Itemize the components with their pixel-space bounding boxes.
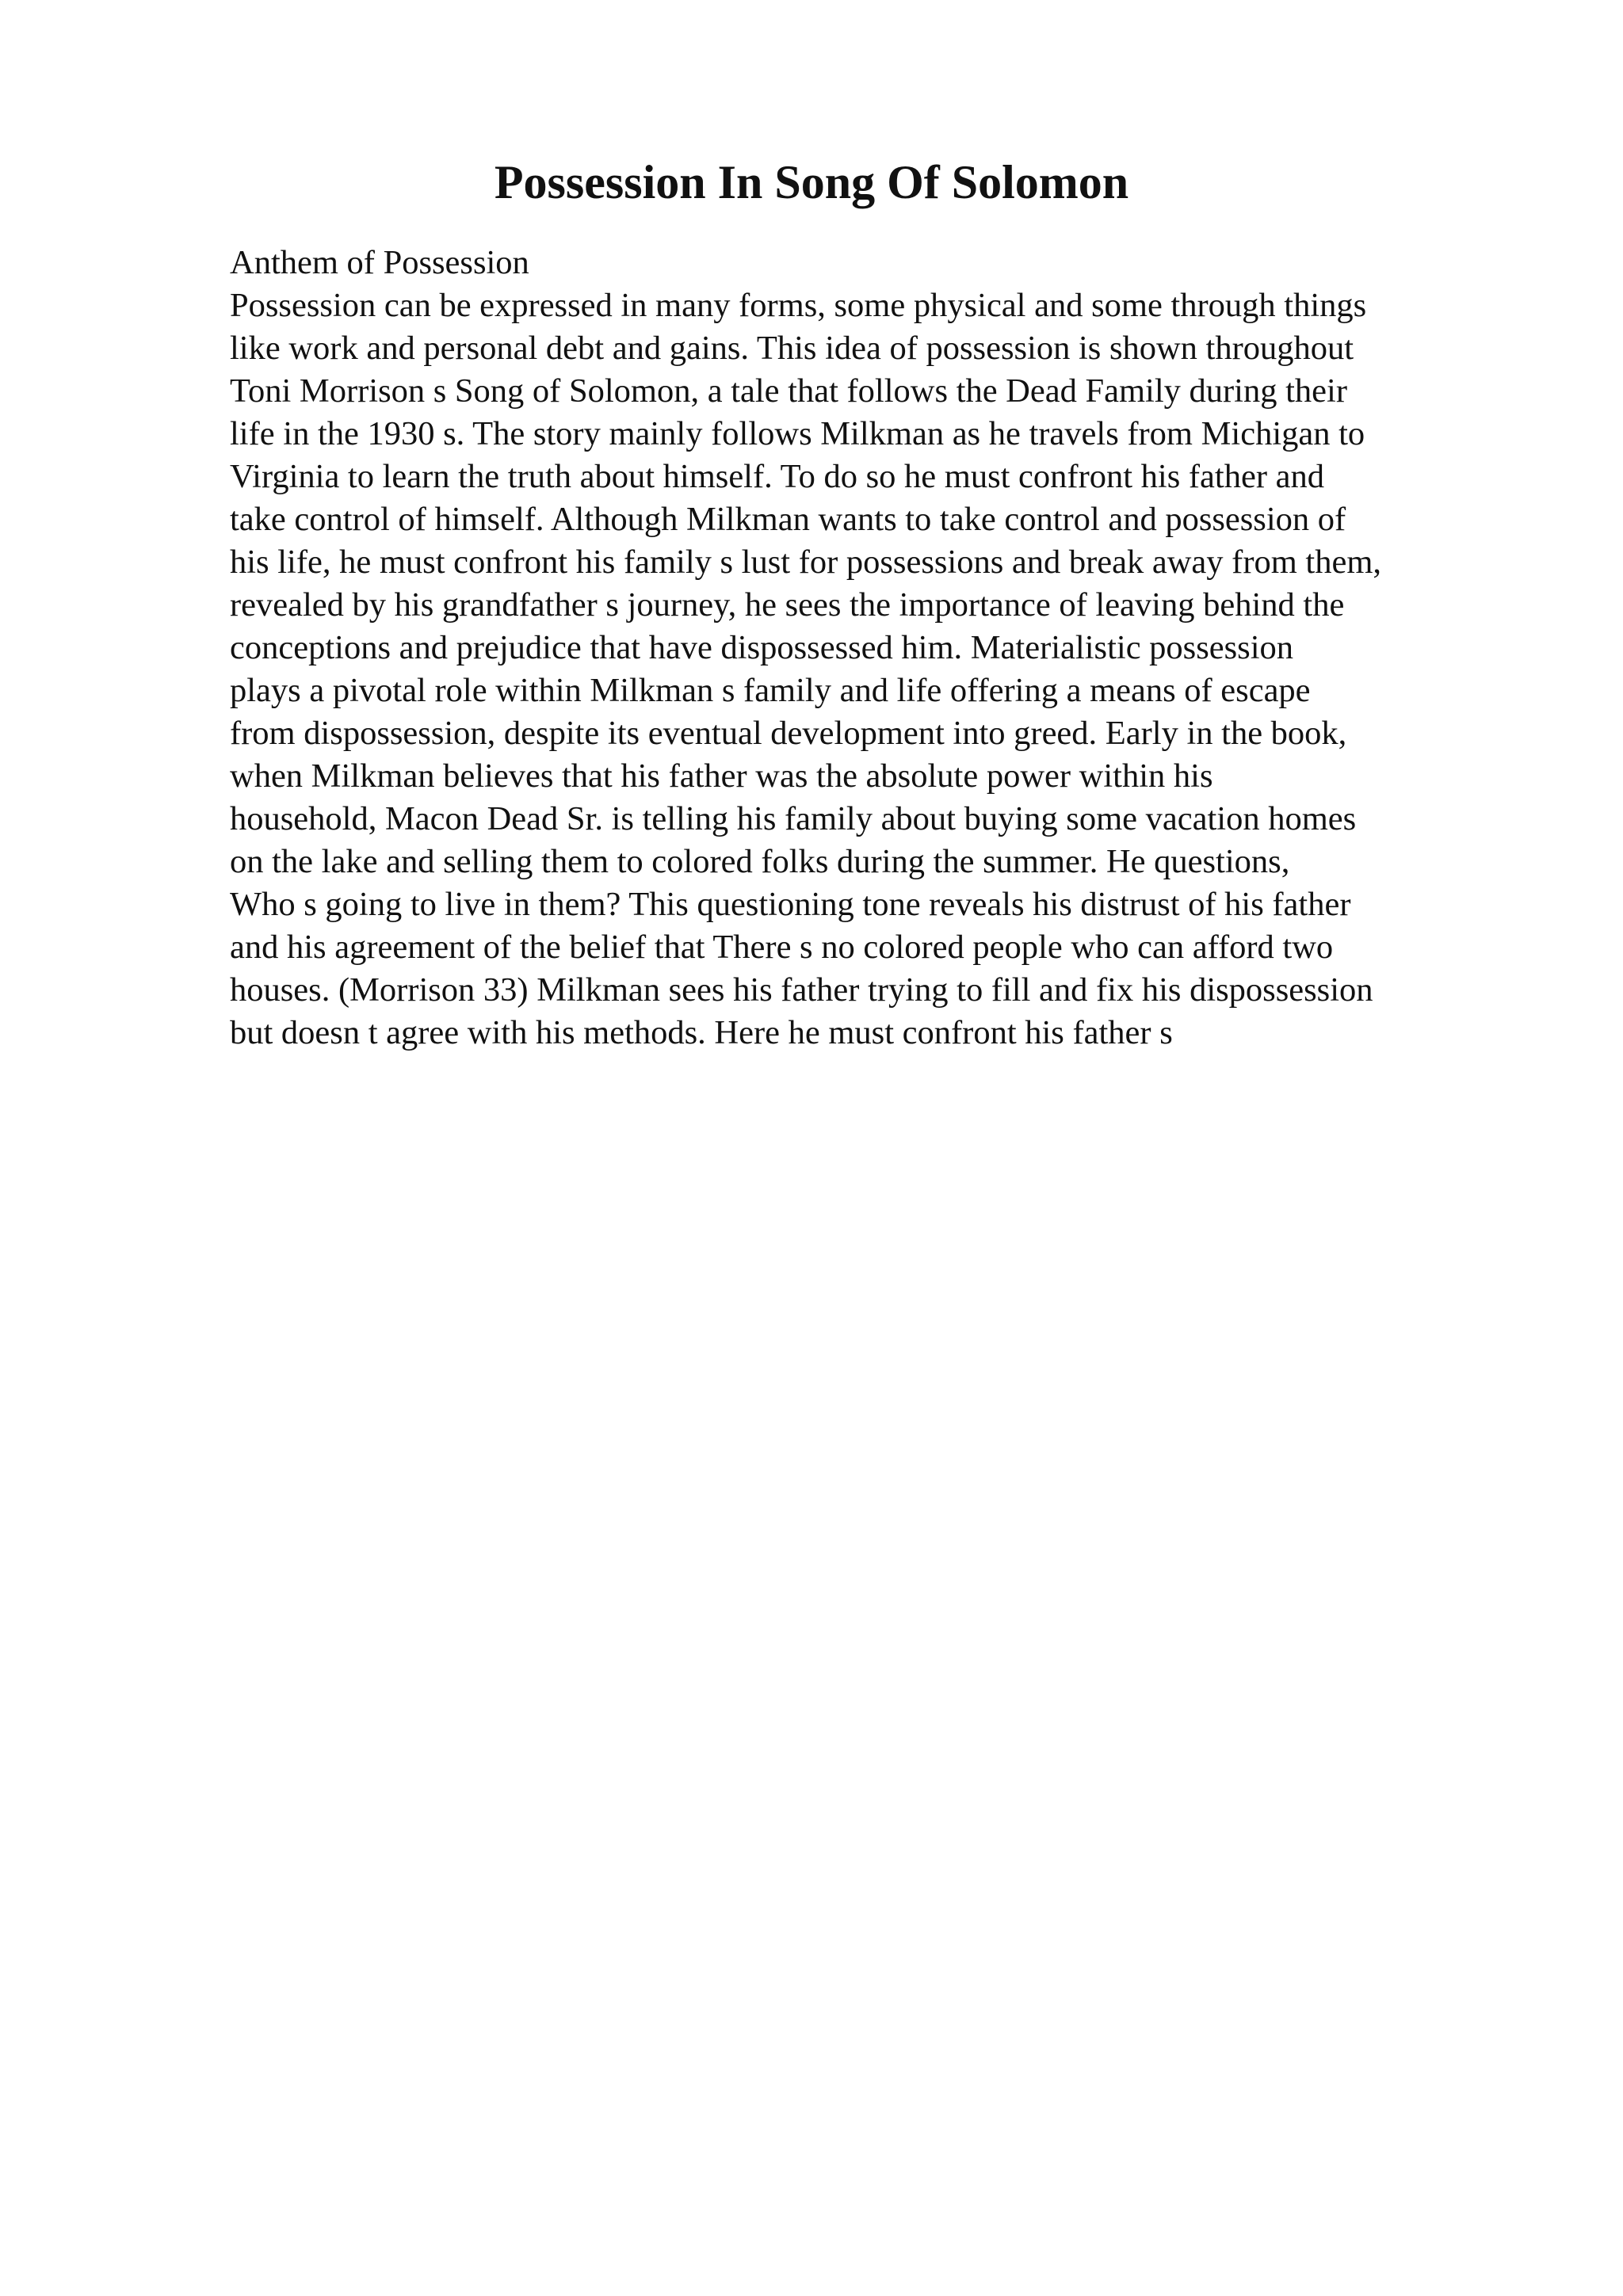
body-line: Virginia to learn the truth about himself. To do so he must confront his father and (230, 458, 1324, 495)
body-line: Toni Morrison s Song of Solomon, a tale that follows the Dead Family during their (230, 372, 1347, 410)
body-line: on the lake and selling them to colored folks during the summer. He questions, (230, 843, 1290, 880)
body-line: Possession can be expressed in many forms, some physical and some through things (230, 287, 1367, 324)
body-line: when Milkman believes that his father was the absolute power within his (230, 757, 1213, 795)
body-line: and his agreement of the belief that There s no colored people who can afford two (230, 929, 1334, 966)
body-line: but doesn t agree with his methods. Here he must confront his father s (230, 1014, 1173, 1051)
subtitle-line: Anthem of Possession (230, 244, 529, 281)
body-line: take control of himself. Although Milkman wants to take control and possession of (230, 501, 1346, 538)
page-title: Possession In Song Of Solomon (494, 156, 1129, 208)
body-line: revealed by his grandfather s journey, he sees the importance of leaving behind the (230, 586, 1345, 624)
body-line: like work and personal debt and gains. This idea of possession is shown throughout (230, 330, 1354, 367)
body-line: household, Macon Dead Sr. is telling his family about buying some vacation homes (230, 800, 1357, 837)
body-line: houses. (Morrison 33) Milkman sees his father trying to fill and fix his dispossession (230, 971, 1373, 1009)
body-line: conceptions and prejudice that have dispossessed him. Materialistic possession (230, 629, 1294, 666)
body-line: life in the 1930 s. The story mainly follows Milkman as he travels from Michigan to (230, 415, 1365, 452)
body-line: plays a pivotal role within Milkman s family and life offering a means of escape (230, 672, 1311, 709)
body-line: his life, he must confront his family s lust for possessions and break away from them, (230, 543, 1382, 581)
document-body (230, 242, 1514, 1055)
body-line: from dispossession, despite its eventual development into greed. Early in the book, (230, 715, 1347, 752)
body-line: Who s going to live in them? This questioning tone reveals his distrust of his father (230, 886, 1351, 923)
